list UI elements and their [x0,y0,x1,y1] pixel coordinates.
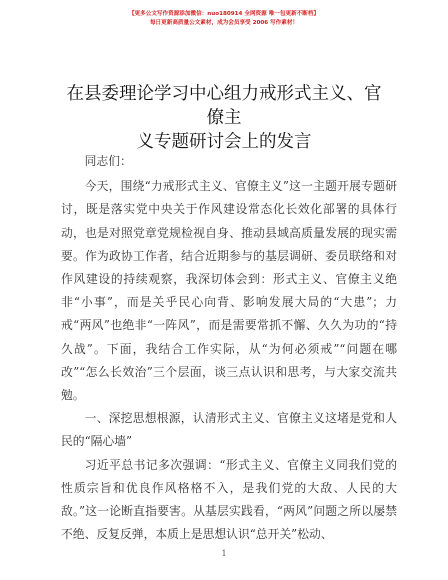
document-body [61,150,397,546]
document-title [62,82,386,154]
section-heading-1: 一、深挖思想根源，认清形式主义、官僚主义这堵是党和人民的“隔心墙” [61,411,397,449]
salutation: 同志们： [84,154,132,168]
page-number: 1 [221,549,227,558]
paragraph-intro: 今天，围绕“力戒形式主义、官僚主义”这一主题开展专题研讨，既是落实党中央关于作风建设常态化长效化部署的具体行动，也是对照党章党规检视自身、推动县域高质量发展的现实需要。作为政协工作者，结合近期参与的基层调研、委员联络和对作风建设的持续观察，我深切体会到：形式主义、官僚主义绝非“小事”，而是关乎民心向背、影响发展大局的“大患”；力戒“两风”也绝非“一阵风”，而是需要常抓不懈、久久为功的“持久战”。下面，我结合工作实际，从“为何必须戒”“问题在哪改”“怎么长效治”三个层面，谈三点认识和思考，与大家交流共勉。 [61,179,397,403]
document-title-line-2: 义专题研讨会上的发言 [136,132,312,152]
promo-banner-line-1: 【更多公文写作资源添加微信：nuo180914 全网资源 唯一包更新不断档】 [128,11,320,17]
paragraph-section-1: 习近平总书记多次强调：“形式主义、官僚主义同我们党的性质宗旨和优良作风格格不入，是我们党的大敌、人民的大敌。”这一论断直指要害。从基层实践看，“两风”问题之所以屡禁不绝、反复反弹，本质上是思想认识“总开关”松动、 [61,457,397,542]
promo-banner [0,10,448,28]
document-title-line-1: 在县委理论学习中心组力戒形式主义、官僚主 [66,84,382,128]
promo-banner-line-2: 每日更新高质量公文素材，成为会员享受 2006 写作素材！ [149,20,299,26]
